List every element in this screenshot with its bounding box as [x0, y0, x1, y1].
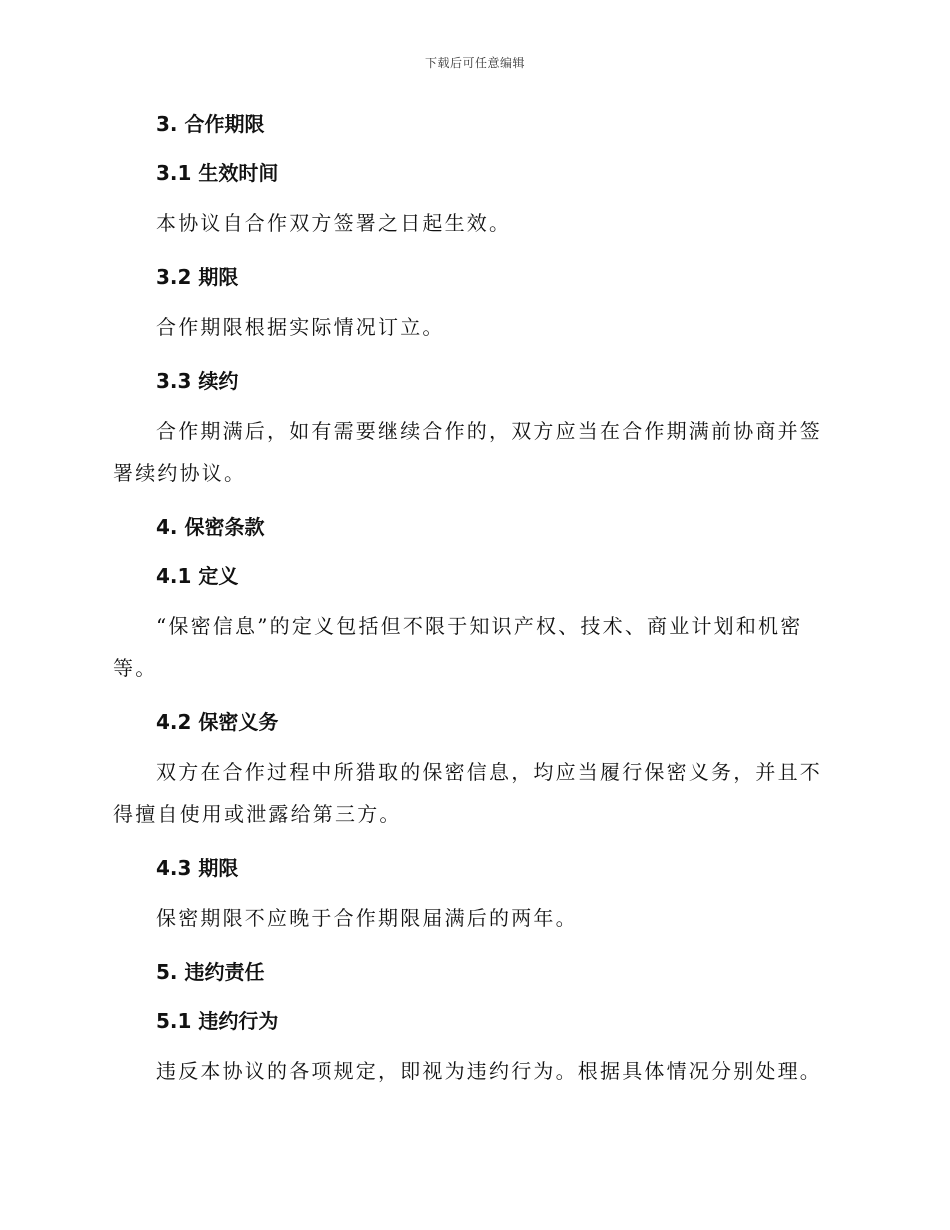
section-heading-5: 5. 违约责任 [156, 960, 265, 984]
subsection-heading-3-2: 3.2 期限 [156, 265, 239, 289]
subsection-heading-4-3: 4.3 期限 [156, 856, 239, 880]
paragraph-5-1: 违反本协议的各项规定，即视为违约行为。根据具体情况分别处理。 [156, 1059, 822, 1083]
subsection-heading-4-1: 4.1 定义 [156, 564, 239, 588]
section-heading-4: 4. 保密条款 [156, 515, 265, 539]
section-heading-3: 3. 合作期限 [156, 112, 265, 136]
document-body [113, 108, 837, 1092]
paragraph-4-1: “保密信息”的定义包括但不限于知识产权、技术、商业计划和机密等。 [113, 614, 803, 680]
paragraph-3-2: 合作期限根据实际情况订立。 [156, 315, 445, 339]
subsection-heading-4-2: 4.2 保密义务 [156, 710, 279, 734]
paragraph-3-3: 合作期满后，如有需要继续合作的，双方应当在合作期满前协商并签署续约协议。 [113, 419, 822, 485]
paragraph-4-3: 保密期限不应晚于合作期限届满后的两年。 [156, 906, 578, 930]
subsection-heading-5-1: 5.1 违约行为 [156, 1009, 279, 1033]
page-header: 下载后可任意编辑 [424, 56, 525, 70]
paragraph-3-1: 本协议自合作双方签署之日起生效。 [156, 211, 512, 235]
paragraph-4-2: 双方在合作过程中所猎取的保密信息，均应当履行保密义务，并且不得擅自使用或泄露给第三方。 [113, 760, 822, 826]
subsection-heading-3-3: 3.3 续约 [156, 369, 239, 393]
subsection-heading-3-1: 3.1 生效时间 [156, 161, 279, 185]
